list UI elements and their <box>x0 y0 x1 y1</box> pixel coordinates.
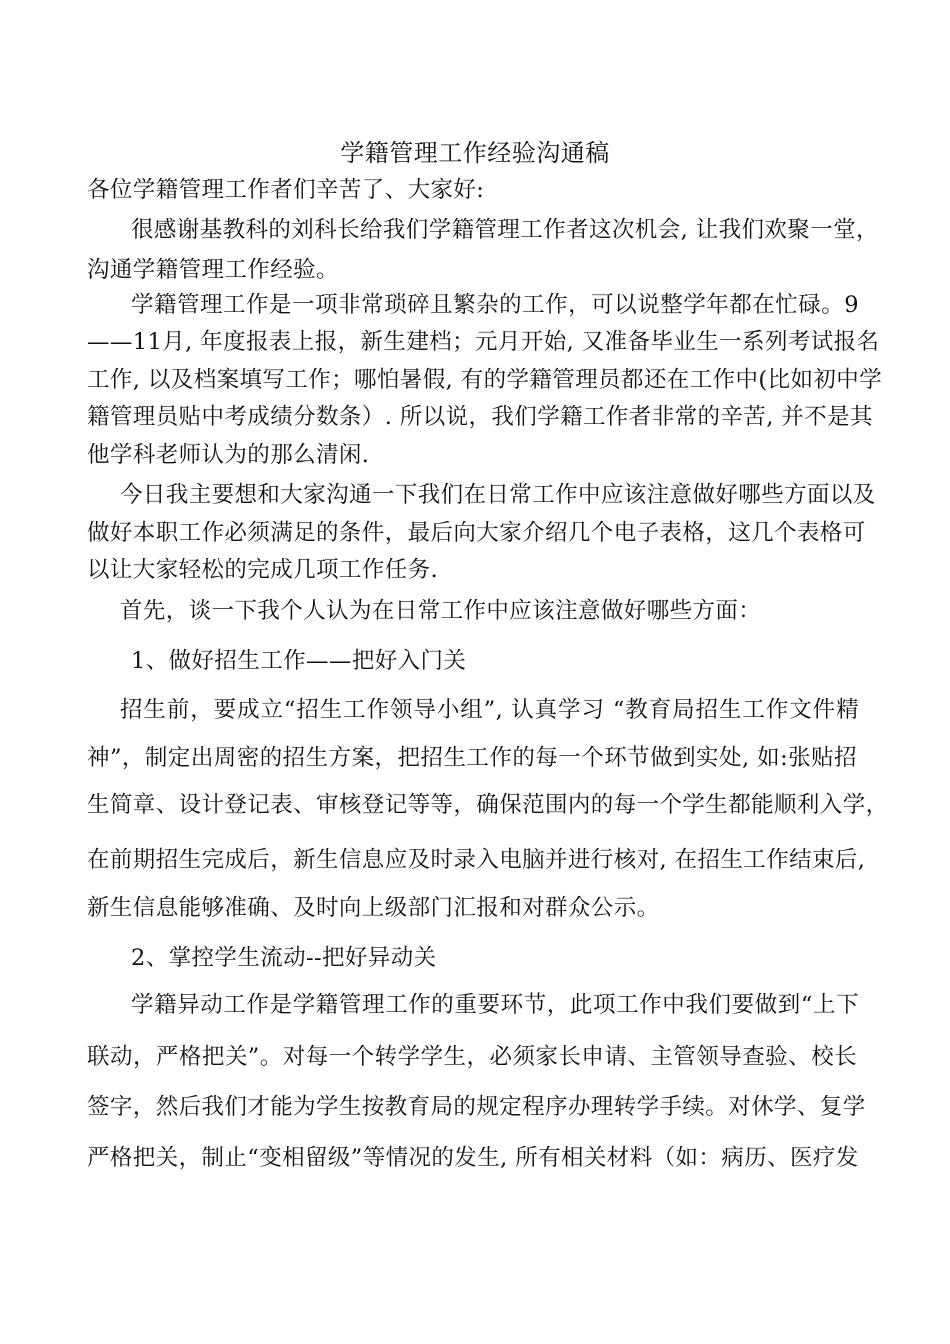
document-title: 学籍管理工作经验沟通稿 <box>340 139 610 167</box>
greeting-line: 各位学籍管理工作者们辛苦了、大家好: <box>87 177 485 203</box>
paragraph-line: 学籍异动工作是学籍管理工作的重要环节，此项工作中我们要做到“上下 <box>131 992 859 1018</box>
paragraph-line: 以让大家轻松的完成几项工作任务. <box>87 557 439 583</box>
paragraph-line: 工作, 以及档案填写工作；哪怕暑假, 有的学籍管理员都还在工作中(比如初中学 <box>87 367 883 393</box>
paragraph-line: 神”，制定出周密的招生方案，把招生工作的每一个环节做到实处, 如:张贴招 <box>87 745 857 771</box>
paragraph-line: 首先，谈一下我个人认为在日常工作中应该注意做好哪些方面： <box>120 598 762 624</box>
paragraph-line: 沟通学籍管理工作经验。 <box>87 257 339 283</box>
paragraph-line: 严格把关，制止“变相留级”等情况的发生, 所有相关材料（如：病历、医疗发 <box>87 1145 859 1171</box>
paragraph-line: 籍管理员贴中考成绩分数条）. 所以说，我们学籍工作者非常的辛苦, 并不是其 <box>87 404 873 430</box>
paragraph-line: 联动，严格把关”。对每一个转学学生，必须家长申请、主管领导查验、校长 <box>87 1044 857 1070</box>
paragraph-line: 在前期招生完成后，新生信息应及时录入电脑并进行核对, 在招生工作结束后, <box>87 847 866 873</box>
paragraph-line: 新生信息能够准确、及时向上级部门汇报和对群众公示。 <box>87 895 660 921</box>
paragraph-line: 签字，然后我们才能为学生按教育局的规定程序办理转学手续。对休学、复学 <box>87 1094 866 1120</box>
paragraph-line: ——11月, 年度报表上报，新生建档；元月开始, 又准备毕业生一系列考试报名 <box>87 329 880 355</box>
paragraph-line: 生简章、设计登记表、审核登记等等，确保范围内的每一个学生都能顺利入学， <box>87 792 889 818</box>
paragraph-line: 招生前，要成立“招生工作领导小组”, 认真学习 “教育局招生工作文件精 <box>120 697 859 723</box>
paragraph-line: 做好本职工作必须满足的条件，最后向大家介绍几个电子表格，这几个表格可 <box>87 520 866 546</box>
paragraph-line: 很感谢基教科的刘科长给我们学籍管理工作者这次机会, 让我们欢聚一堂， <box>131 217 879 243</box>
paragraph-line: 今日我主要想和大家沟通一下我们在日常工作中应该注意做好哪些方面以及 <box>120 482 876 508</box>
section-heading: 2、掌控学生流动--把好异动关 <box>131 945 437 971</box>
section-heading: 1、做好招生工作——把好入门关 <box>131 648 467 674</box>
paragraph-line: 学籍管理工作是一项非常琐碎且繁杂的工作，可以说整学年都在忙碌。9 <box>131 292 859 318</box>
paragraph-line: 他学科老师认为的那么清闲. <box>87 442 370 468</box>
